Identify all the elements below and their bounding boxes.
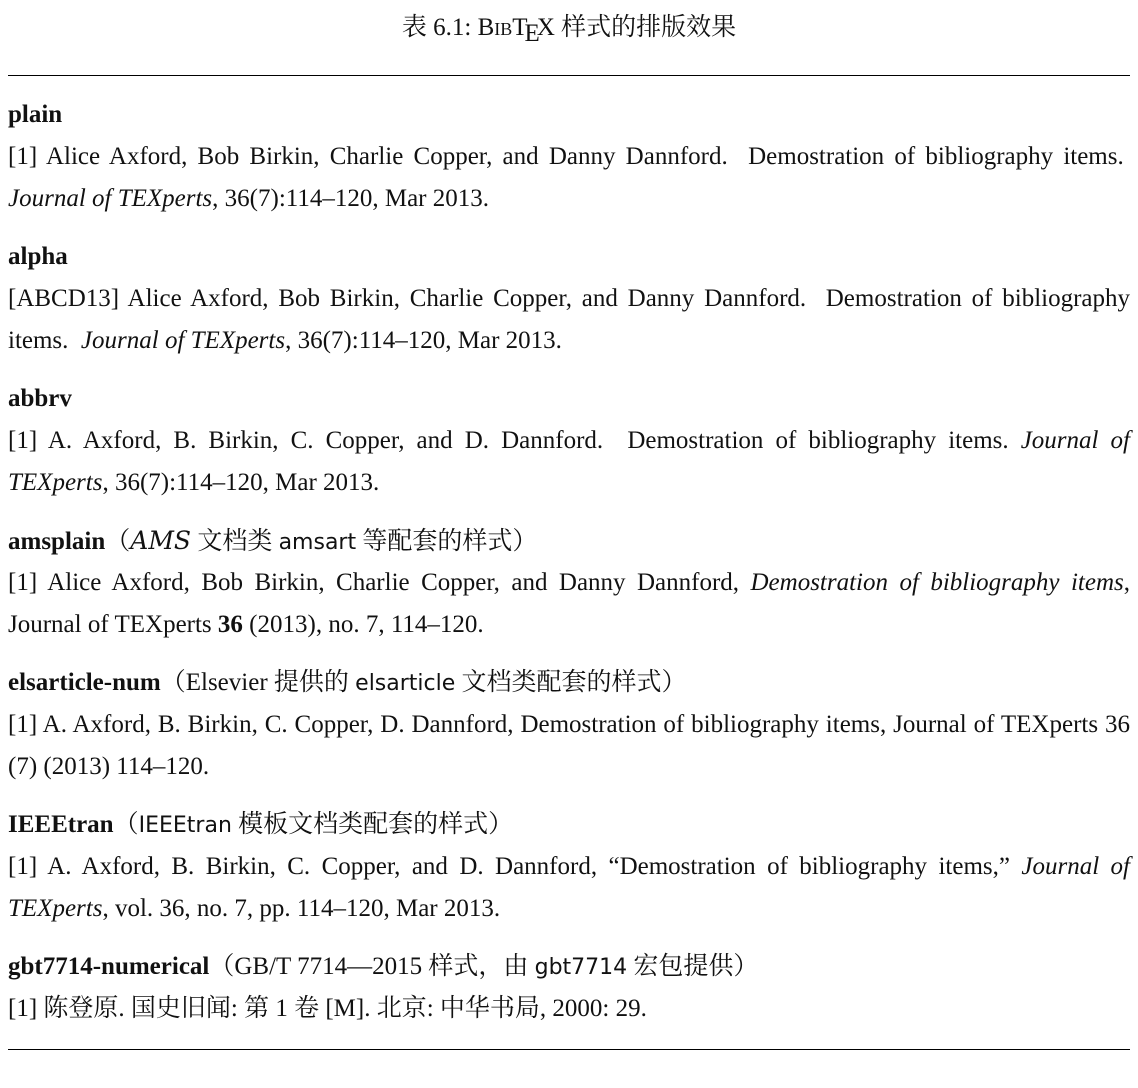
style-note-text: 文档类配套的样式） — [455, 669, 687, 696]
ref-rest: , 36(7):114–120, Mar 2013. — [102, 469, 380, 496]
ref-journal: Journal of TEXperts — [8, 185, 213, 212]
ref-authors: A. Axford, B. Birkin, C. Copper, and D. Dannford. — [47, 427, 604, 454]
style-name: alpha — [8, 243, 68, 270]
style-heading — [8, 662, 1130, 704]
entry-alpha — [8, 236, 1130, 378]
reference-example — [8, 846, 1130, 930]
entry-plain — [8, 94, 1130, 236]
ref-label: [1] — [8, 569, 48, 596]
style-heading — [8, 94, 1130, 136]
ref-journal: , Journal of TEXperts — [8, 569, 1130, 638]
style-note-text: 文档类 — [191, 528, 279, 555]
style-heading — [8, 236, 1130, 278]
style-note-open: （Elsevier 提供的 — [160, 669, 356, 696]
ref-label: [1] — [8, 853, 48, 880]
style-note-open: （ — [105, 528, 131, 555]
reference-example — [8, 562, 1130, 646]
ref-title: Demostration of bibliography items. — [627, 427, 1009, 454]
style-note-class: elsarticle — [355, 671, 456, 696]
ref-text: A. Axford, B. Birkin, C. Copper, D. Dannford, Demostration of bibliography items, Journal of TEXperts 36 (7) (2013) 114–120. — [8, 711, 1130, 780]
ref-rest: , 36(7):114–120, Mar 2013. — [285, 327, 562, 354]
style-note-text: 宏包提供） — [627, 953, 759, 980]
top-rule — [8, 75, 1130, 76]
style-heading — [8, 804, 1130, 846]
caption-tex-t: T — [512, 14, 528, 41]
ref-label: [ABCD13] — [8, 285, 128, 312]
bibtex-style-list — [8, 94, 1130, 1088]
entry-gbt7714-numerical — [8, 946, 1130, 1088]
entry-abbrv — [8, 378, 1130, 520]
style-heading — [8, 520, 1130, 562]
ref-rest: (2013), no. 7, 114–120. — [242, 611, 484, 638]
ams-logo: AMS — [130, 526, 192, 555]
entry-elsarticle-num — [8, 662, 1130, 804]
ref-journal: Journal of TEXperts — [80, 327, 286, 354]
style-name: amsplain — [8, 528, 106, 555]
ref-label: [1] — [8, 143, 46, 170]
style-heading — [8, 946, 1130, 988]
style-name: plain — [8, 101, 63, 128]
style-name: IEEEtran — [8, 811, 114, 838]
caption-prefix: 表 6.1: — [401, 14, 478, 41]
style-note-open: （ — [113, 811, 139, 838]
ref-label: [1] — [8, 711, 43, 738]
ref-journal: Journal of TEXperts — [8, 853, 1130, 922]
ref-title: Demostration of bibliography items — [750, 569, 1124, 596]
reference-example — [8, 136, 1130, 220]
style-note-class: amsart — [278, 530, 357, 555]
entry-amsplain — [8, 520, 1130, 662]
reference-example — [8, 278, 1130, 362]
ref-authors: Alice Axford, Bob Birkin, Charlie Copper, and Danny Dannford, — [47, 569, 751, 596]
ref-text: 陈登原. 国史旧闻: 第 1 卷 [M]. 北京: 中华书局, 2000: 29. — [43, 995, 647, 1022]
ref-label: [1] — [8, 995, 44, 1022]
ref-authors: Alice Axford, Bob Birkin, Charlie Copper, and Danny Dannford. — [45, 143, 728, 170]
reference-example — [8, 420, 1130, 504]
caption-tex-x: X — [536, 14, 555, 41]
style-note-text: 模板文档类配套的样式） — [231, 811, 514, 838]
caption-tex-e: E — [524, 19, 540, 47]
ref-rest: , 36(7):114–120, Mar 2013. — [212, 185, 489, 212]
ref-rest: , vol. 36, no. 7, pp. 114–120, Mar 2013. — [102, 895, 501, 922]
ref-text: A. Axford, B. Birkin, C. Copper, and D. Dannford, “Demostration of bibliography items,” — [47, 853, 1022, 880]
style-note-text: 等配套的样式） — [356, 528, 538, 555]
style-note-open: （GB/T 7714—2015 样式，由 — [209, 953, 535, 980]
ref-title: Demostration of bibliography items. — [748, 143, 1124, 170]
ref-authors: Alice Axford, Bob Birkin, Charlie Copper, and Danny Dannford. — [127, 285, 807, 312]
caption-bib: Bib — [477, 14, 513, 41]
bottom-rule — [8, 1049, 1130, 1050]
style-note-class: gbt7714 — [534, 955, 628, 980]
style-heading — [8, 378, 1130, 420]
reference-example — [8, 988, 1130, 1030]
entry-ieeetran — [8, 804, 1130, 946]
style-note-class: IEEEtran — [138, 813, 232, 838]
reference-example — [8, 704, 1130, 788]
style-name: abbrv — [8, 385, 72, 412]
style-name: gbt7714-numerical — [8, 953, 210, 980]
caption-suffix: 样式的排版效果 — [554, 14, 737, 41]
table-caption — [0, 10, 1138, 46]
ref-journal: Journal of TEXperts — [8, 427, 1130, 496]
style-name: elsarticle-num — [8, 669, 161, 696]
ref-label: [1] — [8, 427, 48, 454]
ref-volume: 36 — [217, 611, 243, 638]
ref-title: Demostration of bibliography items. — [8, 285, 1131, 354]
